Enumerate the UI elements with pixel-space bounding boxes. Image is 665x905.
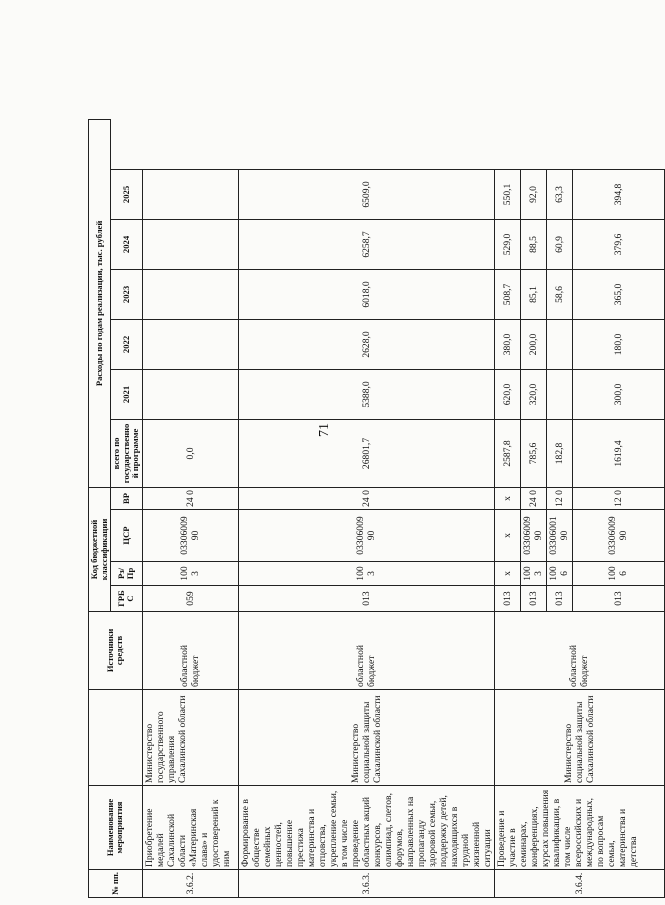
row-2021: 300,0 bbox=[572, 369, 664, 419]
row-csr: 03306009 90 bbox=[238, 510, 494, 562]
row-2025: 6509,0 bbox=[238, 169, 494, 219]
row-2025 bbox=[142, 169, 238, 219]
row-grbs: 059 bbox=[142, 586, 238, 612]
header-expenses-group: Расходы по годам реализации, тыс. рублей bbox=[89, 119, 111, 487]
row-executor: Министерство социальной защиты Сахалинской области bbox=[494, 690, 664, 786]
row-rzpr: 100 3 bbox=[142, 562, 238, 586]
row-2022: 2628,0 bbox=[238, 319, 494, 369]
row-2023: 365,0 bbox=[572, 269, 664, 319]
row-name: Формирование в обществе семейных ценностей, повышение престижа материнства и отцовства, укрепление семьи, в том числе проведение областных акций конкурсов, олимпиад, слетов, форумов, направленных на пропаганду здоровой семьи, поддержку детей, находящихся в трудной жизненной ситуации bbox=[238, 786, 494, 870]
table-row bbox=[142, 119, 238, 897]
row-2024: 60,9 bbox=[546, 219, 572, 269]
row-name: Приобретение медалей Сахалинской области «Материнская слава» и удостоверений к ним bbox=[142, 786, 238, 870]
budget-table-sheet bbox=[88, 120, 639, 898]
row-2022 bbox=[142, 319, 238, 369]
row-vr: 24 0 bbox=[520, 487, 546, 509]
header-vr: ВР bbox=[111, 487, 143, 509]
row-2025: 92,0 bbox=[520, 169, 546, 219]
row-vr: 12 0 bbox=[546, 487, 572, 509]
row-2021: 5388,0 bbox=[238, 369, 494, 419]
row-2021 bbox=[142, 369, 238, 419]
row-source: областной бюджет bbox=[494, 612, 664, 690]
row-2024: 6258,7 bbox=[238, 219, 494, 269]
row-executor: Министерство государственного управления Сахалинской области bbox=[142, 690, 238, 786]
header-name: Наименование мероприятия bbox=[89, 786, 143, 870]
row-rzpr: x bbox=[494, 562, 520, 586]
table-row bbox=[494, 119, 520, 897]
row-vr: 24 0 bbox=[238, 487, 494, 509]
row-csr: 03306009 90 bbox=[572, 510, 664, 562]
row-vr: 12 0 bbox=[572, 487, 664, 509]
header-rzpr: Рз/ Пр bbox=[111, 562, 143, 586]
header-code-group: Код бюджетной классификации bbox=[89, 487, 111, 611]
row-num: 3.6.4. bbox=[494, 870, 664, 898]
row-2021: 620,0 bbox=[494, 369, 520, 419]
page-number: 71 bbox=[317, 423, 332, 437]
row-2022 bbox=[546, 319, 572, 369]
row-2024: 88,5 bbox=[520, 219, 546, 269]
row-csr: 03306009 90 bbox=[142, 510, 238, 562]
row-rzpr: 100 3 bbox=[520, 562, 546, 586]
row-2025: 550,1 bbox=[494, 169, 520, 219]
row-rzpr: 100 6 bbox=[572, 562, 664, 586]
header-csr: ЦСР bbox=[111, 510, 143, 562]
row-2023: 508,7 bbox=[494, 269, 520, 319]
row-2022: 380,0 bbox=[494, 319, 520, 369]
row-total: 0,0 bbox=[142, 419, 238, 487]
header-num: № пп. bbox=[89, 870, 143, 898]
budget-table bbox=[88, 119, 665, 898]
row-num: 3.6.2. bbox=[142, 870, 238, 898]
row-2023 bbox=[142, 269, 238, 319]
row-grbs: 013 bbox=[520, 586, 546, 612]
row-2022: 200,0 bbox=[520, 319, 546, 369]
row-csr: 03306009 90 bbox=[520, 510, 546, 562]
row-total: 785,6 bbox=[520, 419, 546, 487]
table-row bbox=[238, 119, 494, 897]
row-name: Проведение и участие в семинарах, конференциях, курсах повышения квалификации, в том числе всероссийских и международных, по вопросам семьи, материнства и детства bbox=[494, 786, 664, 870]
row-2021: 320,0 bbox=[520, 369, 546, 419]
row-vr: 24 0 bbox=[142, 487, 238, 509]
row-source: областной бюджет bbox=[238, 612, 494, 690]
row-2023: 85,1 bbox=[520, 269, 546, 319]
row-grbs: 013 bbox=[238, 586, 494, 612]
row-2025: 394,8 bbox=[572, 169, 664, 219]
row-2024 bbox=[142, 219, 238, 269]
header-2022: 2022 bbox=[111, 319, 143, 369]
row-total: 26801,7 bbox=[238, 419, 494, 487]
row-2025: 63,3 bbox=[546, 169, 572, 219]
row-source: областной бюджет bbox=[142, 612, 238, 690]
row-total: 182,8 bbox=[546, 419, 572, 487]
row-2023: 58,6 bbox=[546, 269, 572, 319]
row-csr: 03306001 90 bbox=[546, 510, 572, 562]
row-2023: 6018,0 bbox=[238, 269, 494, 319]
row-num: 3.6.3. bbox=[238, 870, 494, 898]
row-vr: x bbox=[494, 487, 520, 509]
header-2025: 2025 bbox=[111, 169, 143, 219]
row-2021 bbox=[546, 369, 572, 419]
row-rzpr: 100 6 bbox=[546, 562, 572, 586]
row-2022: 180,0 bbox=[572, 319, 664, 369]
row-executor: Министерство социальной защиты Сахалинской области bbox=[238, 690, 494, 786]
header-2024: 2024 bbox=[111, 219, 143, 269]
row-grbs: 013 bbox=[572, 586, 664, 612]
row-csr: x bbox=[494, 510, 520, 562]
row-total: 1619,4 bbox=[572, 419, 664, 487]
header-executor bbox=[89, 690, 143, 786]
header-grbs: ГРБС bbox=[111, 586, 143, 612]
header-2023: 2023 bbox=[111, 269, 143, 319]
row-grbs: 013 bbox=[546, 586, 572, 612]
row-2024: 529,0 bbox=[494, 219, 520, 269]
row-grbs: 013 bbox=[494, 586, 520, 612]
header-source: Источники средств bbox=[89, 612, 143, 690]
header-total: всего по государственной программе bbox=[111, 419, 143, 487]
row-2024: 379,6 bbox=[572, 219, 664, 269]
row-total: 2587,8 bbox=[494, 419, 520, 487]
header-2021: 2021 bbox=[111, 369, 143, 419]
row-rzpr: 100 3 bbox=[238, 562, 494, 586]
